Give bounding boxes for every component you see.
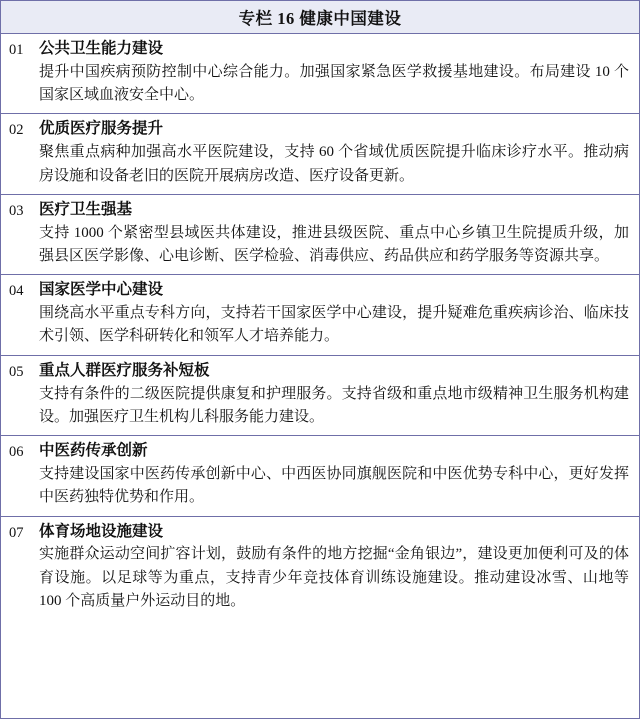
item-body: 提升中国疾病预防控制中心综合能力。加强国家紧急医学救援基地建设。布局建设 10 个国家区域血液安全中心。 [39,63,629,104]
item-content [39,119,631,187]
item-body: 支持 1000 个紧密型县域医共体建设，推进县级医院、重点中心乡镇卫生院提质升级，加强县区医学影像、心电诊断、医学检验、消毒供应、药品供应和药学服务等资源共享。 [39,224,629,265]
item-title: 优质医疗服务提升 [39,120,164,138]
item-content [39,200,631,268]
item-body: 围绕高水平重点专科方向，支持若干国家医学中心建设，提升疑难危重疾病诊治、临床技术引领、医学科研转化和领军人才培养能力。 [39,305,629,345]
list-item [1,114,639,194]
item-number: 07 [9,524,24,541]
item-content [39,441,631,509]
item-body: 聚焦重点病种加强高水平医院建设，支持 60 个省域优质医院提升临床诊疗水平。推动病房设施和设备老旧的医院开展病房改造、医疗设备更新。 [39,144,629,184]
list-item [1,275,639,355]
item-number: 02 [9,122,24,139]
item-list [1,34,639,619]
item-content [39,361,631,429]
item-title: 公共卫生能力建设 [39,40,164,57]
item-body: 支持有条件的二级医院提供康复和护理服务。支持省级和重点地市级精神卫生服务机构建设。加强医疗卫生机构儿科服务能力建设。 [39,385,629,425]
item-number: 05 [9,363,24,380]
list-item [1,356,639,436]
list-item [1,195,639,275]
page-title: 专栏 16 健康中国建设 [238,9,402,28]
item-body: 支持建设国家中医药传承创新中心、中西医协同旗舰医院和中医优势专科中心，更好发挥中医药独特优势和作用。 [39,466,629,506]
item-content [39,39,631,107]
item-title: 医疗卫生强基 [39,200,133,218]
item-title: 重点人群医疗服务补短板 [39,361,210,379]
item-title: 体育场地设施建设 [39,522,164,540]
item-title: 中医药传承创新 [39,442,148,460]
item-number: 04 [9,283,24,300]
list-item [1,436,639,516]
list-item [1,34,639,114]
item-title: 国家医学中心建设 [39,281,164,299]
item-number: 06 [9,444,24,461]
list-item [1,517,639,620]
box-title-bar [1,1,639,34]
item-content [39,522,631,614]
item-content [39,280,631,348]
item-body: 实施群众运动空间扩容计划，鼓励有条件的地方挖掘“金角银边”，建设更加便利可及的体育设施。以足球等为重点，支持青少年竞技体育训练设施建设。推动建设冰雪、山地等 100 个高质量户外运动目的地。 [39,546,629,609]
item-number: 03 [9,202,24,219]
item-number: 01 [9,42,24,58]
